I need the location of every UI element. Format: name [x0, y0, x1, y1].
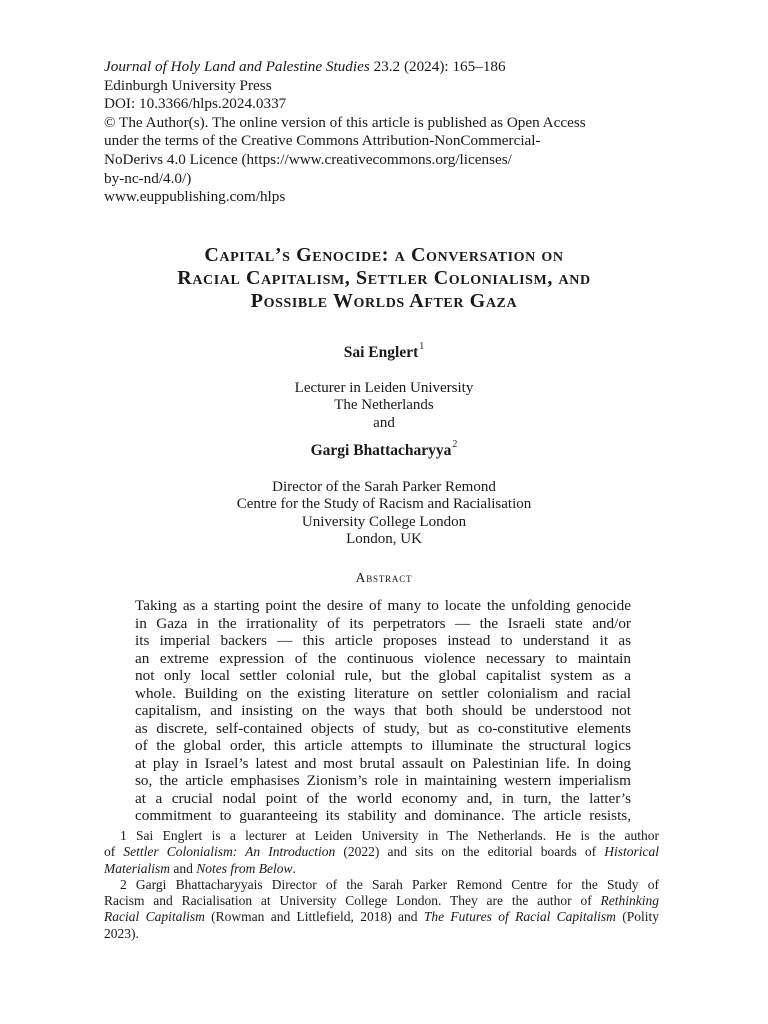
affiliation-line: London, UK	[346, 531, 422, 548]
abstract-line: not only local settler colonial rule, but the global capitalist system as a	[135, 667, 631, 684]
cited-book-title: The Futures of Racial Capitalism	[423, 909, 616, 925]
license-line: under the terms of the Creative Commons Attribution-NonCommercial-	[104, 132, 541, 150]
footnote-line: 2 Gargi Bhattacharyyais Director of the Sarah Parker Remond Centre for the Study of	[120, 876, 659, 892]
license-line: NoDerivs 4.0 Licence (https://www.creativecommons.org/licenses/	[104, 150, 512, 168]
affiliation-line: The Netherlands	[334, 397, 434, 414]
journal-name: Journal of Holy Land and Palestine Studies	[104, 58, 370, 75]
footnote-line: Materialism and Notes from Below.	[104, 860, 296, 876]
journal-citation	[104, 58, 664, 77]
footnote-line: 2023).	[104, 925, 139, 941]
article-title	[60, 244, 708, 313]
author-name-2: Gargi Bhattacharyya$^2$	[310, 439, 458, 459]
title-line: Racial Capitalism, Settler Colonialism, and	[177, 267, 591, 289]
footnote-line: Racism and Racialisation at University College London. They are the author of Rethinking	[104, 893, 659, 909]
author-affiliation-2	[0, 479, 768, 549]
footnote-1	[104, 828, 659, 877]
abstract-line: whole. Building on the existing literature on settler colonialism and racial	[135, 684, 631, 702]
affiliation-line: Director of the Sarah Parker Remond	[272, 479, 496, 495]
abstract-line: so, the article emphasises Zionism’s role in maintaining western imperialism	[135, 772, 631, 789]
affiliation-line: Centre for the Study of Racism and Racialisation	[236, 496, 532, 513]
cited-book-title: Rethinking	[600, 893, 659, 909]
abstract-line: its imperial backers — this article proposes instead to understand it as	[135, 632, 631, 649]
license-line: by-nc-nd/4.0/)	[104, 169, 192, 187]
abstract-line: at a crucial nodal point of the world economy and, in turn, the latter’s	[135, 789, 631, 807]
abstract-line: in Gaza in the irrationality of its perpetrators — the Israeli state and/or	[135, 614, 631, 632]
author-name-1: Sai Englert$^1$	[343, 341, 425, 361]
footnote-marker: 2	[452, 439, 458, 450]
footnote-line: 1 Sai Englert is a lecturer at Leiden University in The Netherlands. He is the author	[120, 828, 659, 843]
footnote-line: Racial Capitalism (Rowman and Littlefield, 2018) and The Futures of Racial Capitalism (Polity	[104, 909, 660, 925]
cited-journal-title: Materialism	[104, 860, 170, 876]
affiliation-line: Lecturer in Leiden University	[294, 380, 474, 396]
cited-journal-title: Historical	[604, 844, 659, 860]
publication-metadata	[104, 58, 664, 207]
title-line: Capital’s Genocide: a Conversation on	[204, 244, 564, 266]
journal-website: www.euppublishing.com/hlps	[104, 188, 286, 206]
publisher: Edinburgh University Press	[104, 76, 272, 94]
author-conjunction: and	[373, 414, 395, 431]
journal-issue: 23.2 (2024): 165–186	[369, 58, 506, 75]
title-line: Possible Worlds After Gaza	[250, 290, 518, 312]
cited-journal-title: Notes from Below	[196, 860, 293, 876]
abstract-line: of the global order, this article attempts to illuminate the structural logics	[135, 737, 631, 754]
footnote-marker: 1	[419, 341, 425, 352]
cited-book-title: Racial Capitalism	[104, 909, 205, 925]
abstract-text	[135, 597, 631, 825]
abstract-line: an extreme expression of the continuous violence necessary to maintain	[135, 649, 631, 667]
abstract-line: commitment to guaranteeing its stability and dominance. The article resists,	[135, 807, 631, 824]
abstract-line: capitalism, and insisting on the ways that both should be understood not	[135, 702, 631, 719]
author-affiliation-1	[0, 380, 768, 432]
abstract-line: as discrete, self-contained objects of study, but as co-constitutive elements	[135, 719, 631, 737]
abstract-line: Taking as a starting point the desire of many to locate the unfolding genocide	[135, 597, 631, 614]
footnote-2	[104, 877, 659, 942]
footnote-line: of Settler Colonialism: An Introduction (2022) and sits on the editorial boards of Historical	[104, 844, 659, 860]
abstract-line: at play in Israel’s latest and most brutal assault on Palestinian life. In doing	[135, 754, 631, 772]
affiliation-line: University College London	[301, 513, 467, 530]
license-line: © The Author(s). The online version of this article is published as Open Access	[104, 113, 586, 131]
doi: DOI: 10.3366/hlps.2024.0337	[104, 95, 287, 113]
footnotes	[104, 828, 659, 942]
abstract-heading: Abstract	[355, 570, 413, 585]
cited-book-title: Settler Colonialism: An Introduction	[123, 844, 336, 860]
